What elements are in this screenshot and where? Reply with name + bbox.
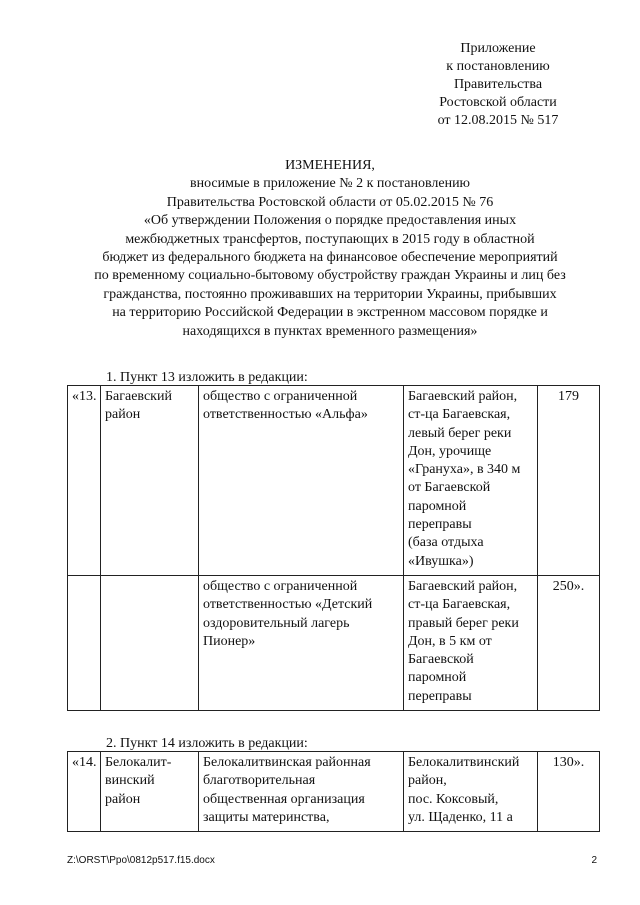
point-1-table [67, 385, 600, 711]
heading-line: находящихся в пунктах временного размещения» [182, 323, 478, 339]
point-2-label: 2. Пункт 14 изложить в редакции: [106, 736, 308, 751]
address-line: левый берег реки [408, 425, 512, 441]
district-line: винский [105, 773, 155, 789]
organization-line: Белокалитвинская районная [203, 755, 371, 770]
organization-line: защиты материнства, [203, 809, 330, 825]
heading-line: Правительства Ростовской области от 05.02.2015 № 76 [166, 194, 494, 210]
district-line: район [105, 407, 141, 423]
address-line: ст-ца Багаевская, [408, 407, 511, 423]
organization-cell [199, 752, 404, 832]
organization-line: общество с ограниченной [203, 578, 358, 594]
appendix-line: от 12.08.2015 № 517 [437, 113, 559, 128]
organization-line: ответственностью «Альфа» [203, 407, 368, 423]
appendix-header [418, 40, 578, 130]
district-cell [101, 752, 199, 832]
organization-cell [199, 575, 404, 710]
district-cell [101, 575, 199, 710]
address-line: пос. Коксовый, [408, 791, 499, 807]
address-line: «Грануха», в 340 м [408, 462, 521, 478]
heading-line: «Об утверждении Положения о порядке предоставления иных [143, 213, 517, 229]
address-line: переправы [408, 517, 472, 533]
point-1-label: 1. Пункт 13 изложить в редакции: [106, 370, 308, 385]
page-number: 2 [591, 855, 597, 866]
address-line: Багаевский район, [408, 578, 518, 594]
address-line: (база отдыха [408, 535, 484, 551]
address-cell [404, 386, 538, 576]
row-number-cell: «13. [68, 386, 101, 576]
organization-line: оздоровительный лагерь [203, 615, 350, 631]
heading-line: по временному социально-бытовому обустройству граждан Украины и лиц без [94, 268, 566, 284]
address-line: от Багаевской [408, 480, 491, 496]
address-line: «Ивушка») [408, 553, 474, 569]
heading-line: ИЗМЕНЕНИЯ, [285, 158, 375, 173]
appendix-line: к постановлению [446, 59, 550, 74]
organization-line: благотворительная [203, 773, 316, 789]
table-row [68, 575, 600, 710]
district-line: Белокалит- [105, 755, 172, 770]
address-cell [404, 575, 538, 710]
document-heading [60, 157, 600, 341]
appendix-line: Ростовской области [439, 95, 557, 110]
table-row [68, 386, 600, 576]
address-line: Багаевской [408, 652, 474, 668]
address-line: Багаевский район, [408, 389, 518, 404]
heading-line: бюджет из федерального бюджета на финансовое обеспечение мероприятий [102, 250, 558, 266]
capacity-cell: 250». [538, 575, 600, 710]
table-row [68, 752, 600, 832]
district-line: Багаевский [105, 389, 172, 404]
district-cell [101, 386, 199, 576]
organization-line: ответственностью «Детский [203, 597, 373, 613]
address-line: Дон, урочище [408, 443, 492, 459]
address-cell [404, 752, 538, 832]
point-2-table [67, 751, 600, 832]
organization-line: общественная организация [203, 791, 365, 807]
address-line: ул. Щаденко, 11 а [408, 809, 513, 825]
appendix-line: Правительства [453, 77, 543, 92]
address-line: паромной [408, 498, 467, 514]
address-line: Дон, в 5 км от [408, 633, 492, 649]
heading-line: на территорию Российской Федерации в экстренном массовом порядке и [112, 305, 548, 321]
heading-line: вносимые в приложение № 2 к постановлению [189, 176, 471, 192]
row-number-cell [68, 575, 101, 710]
heading-line: гражданства, постоянно проживавших на территории Украины, прибывших [103, 286, 557, 302]
address-line: район, [408, 773, 447, 789]
district-line: район [105, 791, 141, 807]
address-line: паромной [408, 670, 467, 686]
row-number-cell: «14. [68, 752, 101, 832]
organization-cell [199, 386, 404, 576]
appendix-line: Приложение [460, 41, 536, 56]
organization-line: общество с ограниченной [203, 389, 358, 404]
address-line: ст-ца Багаевская, [408, 597, 511, 613]
address-line: переправы [408, 688, 472, 704]
capacity-cell: 130». [538, 752, 600, 832]
organization-line: Пионер» [203, 633, 256, 649]
address-line: правый берег реки [408, 615, 519, 631]
address-line: Белокалитвинский [408, 755, 520, 770]
heading-line: межбюджетных трансфертов, поступающих в 2015 году в областной [125, 231, 535, 247]
file-path: Z:\ORST\Ppo\0812p517.f15.docx [67, 855, 215, 866]
capacity-cell: 179 [538, 386, 600, 576]
